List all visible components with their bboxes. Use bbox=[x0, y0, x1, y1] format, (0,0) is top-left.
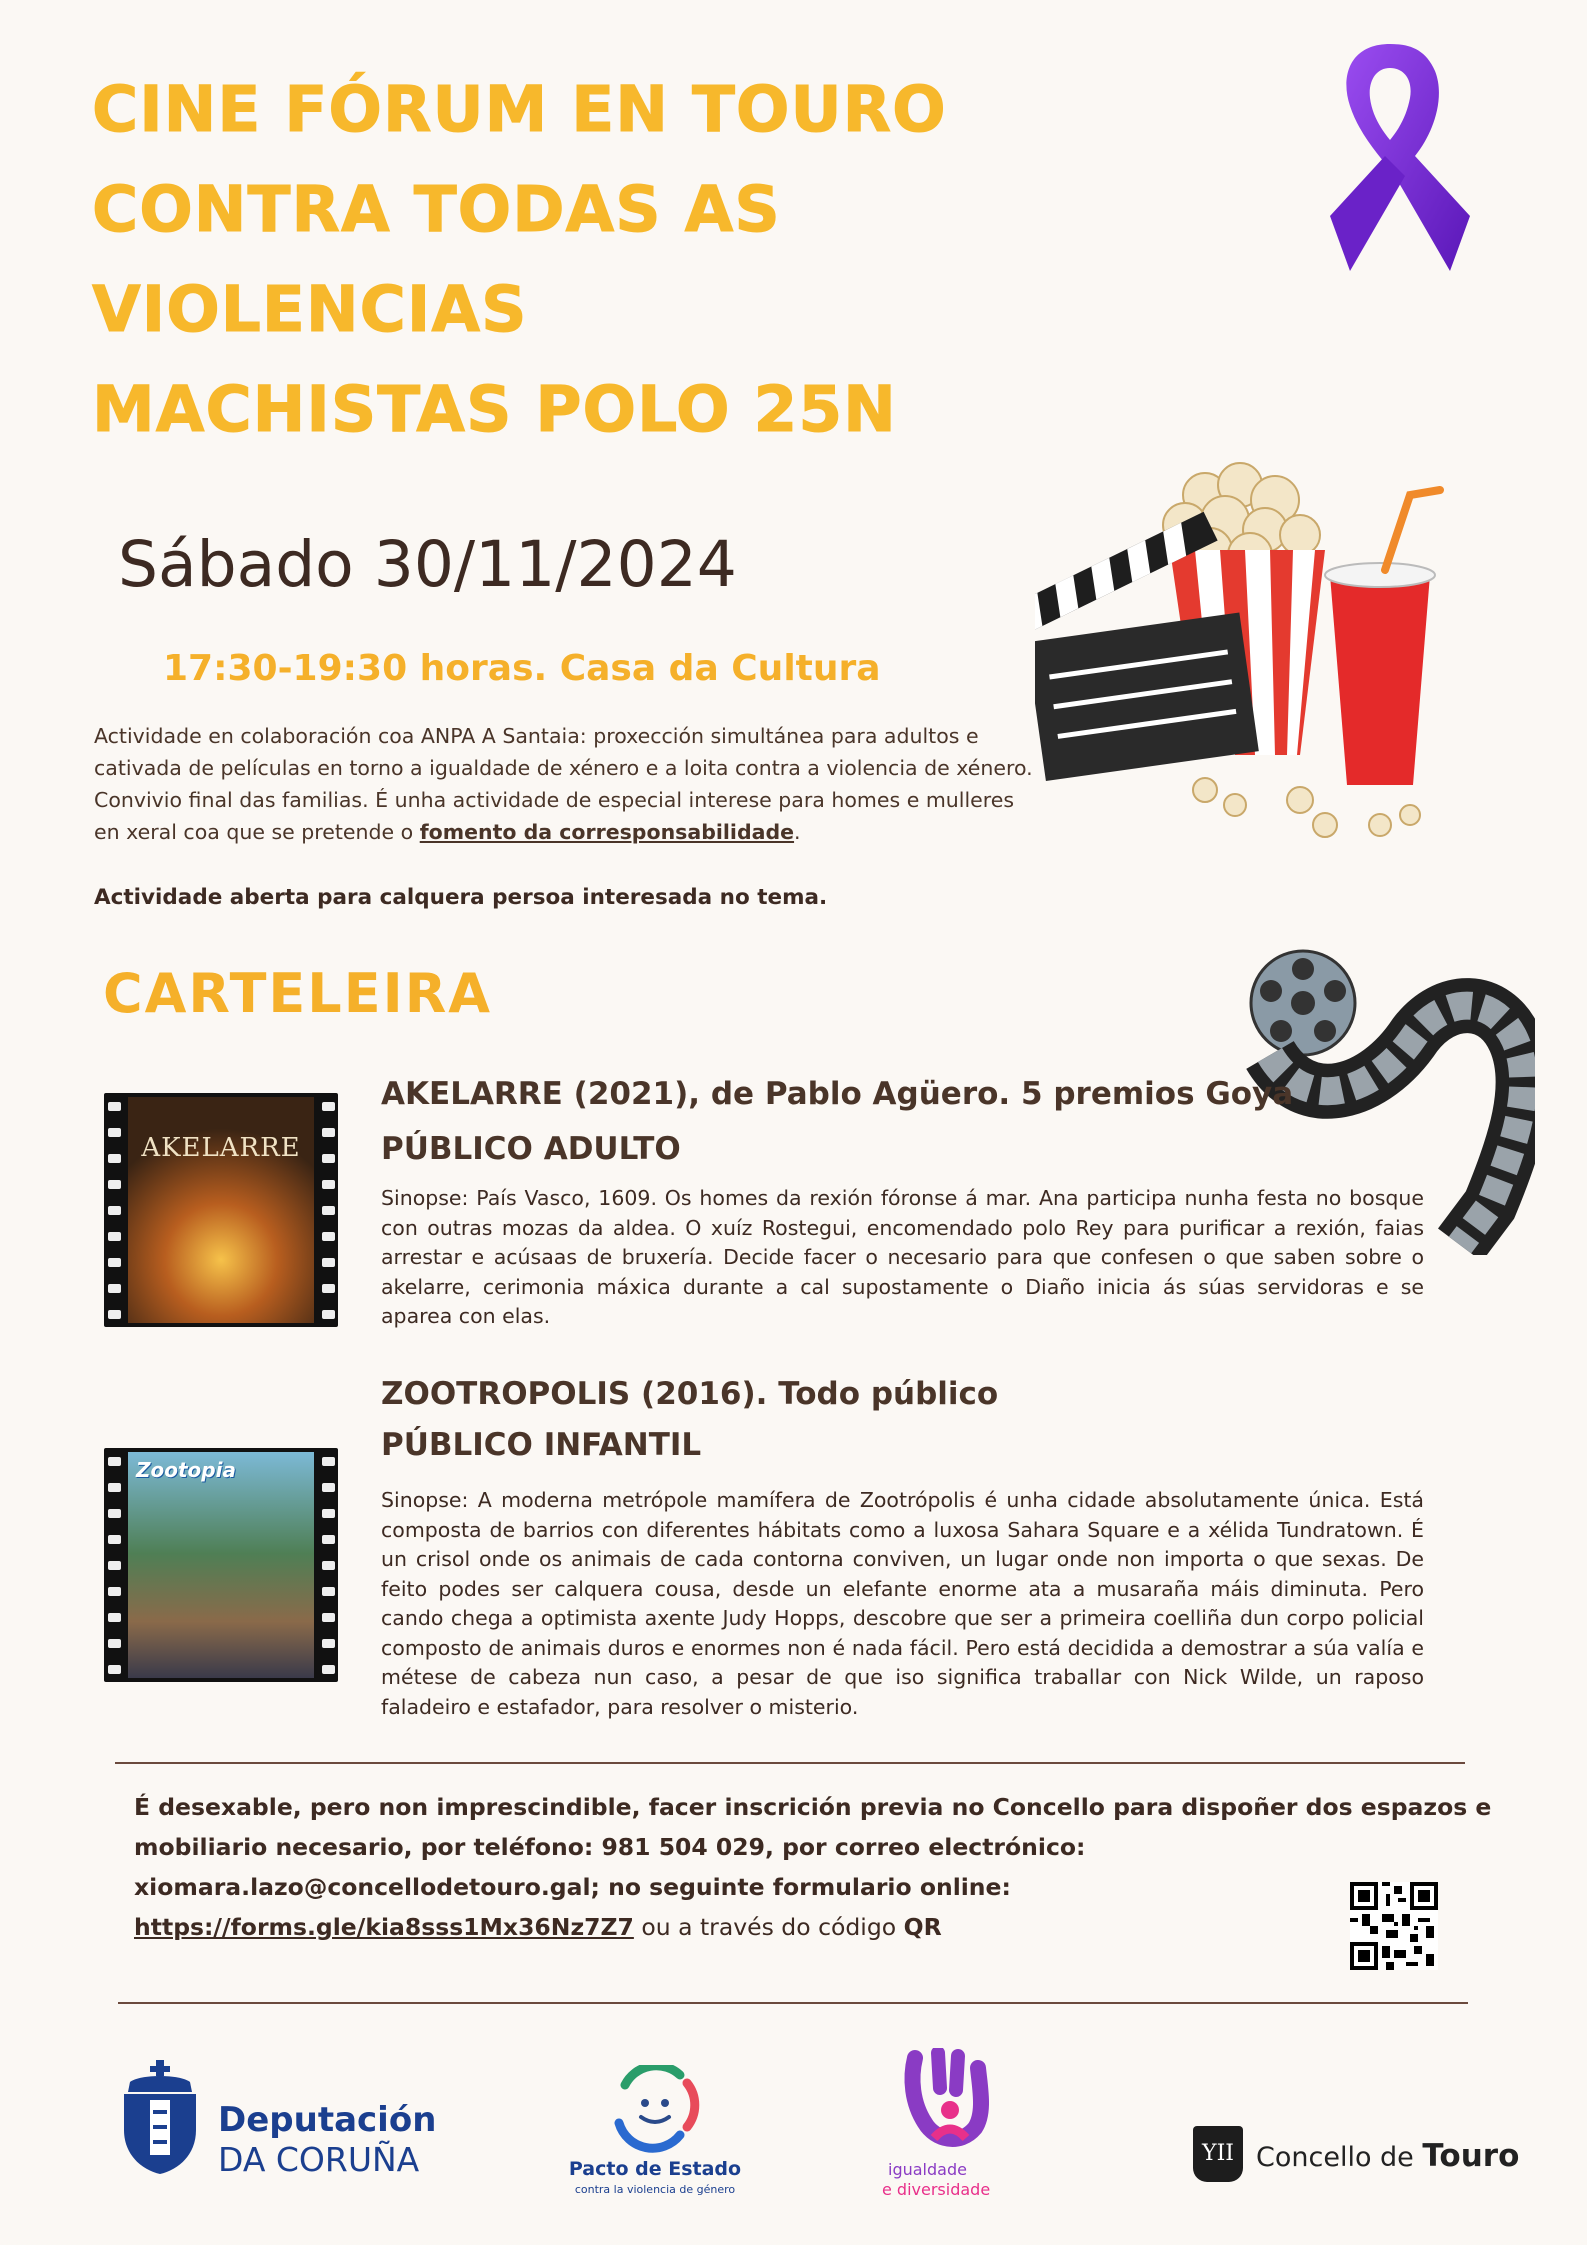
intro-text: Actividade en colaboración coa ANPA A Santaia: proxección simultánea para adultos e cativada de películas en torno a igualdade de xénero e a loita contra a violencia de xénero. Convivio final das familias. É unha actividade de especial interese para homes e mulleres en xeral coa que se pretende o bbox=[94, 724, 1033, 844]
title-line-2: CONTRA TODAS AS bbox=[92, 173, 781, 246]
pacto-title: Pacto de Estado bbox=[568, 2158, 742, 2180]
form-link[interactable]: https://forms.gle/kia8sss1Mx36Nz7Z7 bbox=[134, 1913, 634, 1941]
diversidade-text: e diversidade bbox=[882, 2180, 991, 2199]
qr-code-icon[interactable] bbox=[1350, 1882, 1438, 1970]
film-1-audience: PÚBLICO ADULTO bbox=[381, 1131, 681, 1167]
registration-text-2: ou a través do código bbox=[633, 1913, 904, 1941]
film-2-synopsis: Sinopse: A moderna metrópole mamífera de Zootrópolis é unha cidade absolutamente única. Está composta de barrios con diferentes hábitats como a luxosa Sahara Square e a xélida Tundratown. É un crisol onde os animais de cada contorna conviven, un lugar onde non importa o que sexas. De feito podes ser calquera cousa, desde un elefante enorme ata a musaraña máis diminuta. Pero cando chega a optimista axente Judy Hopps, descobre que ser a primeira coelliña dun corpo policial composto de animais duros e enormes non é nada fácil. Pero está decidida a demostrar a súa valía e métese de cabeza nun caso, a pesar de que iso significa traballar con Nick Wilde, un raposo faladeiro e estafador, para resolver o misterio. bbox=[381, 1488, 1424, 1719]
carteleira-heading: CARTELEIRA bbox=[103, 962, 493, 1025]
akelarre-poster-title: AKELARRE bbox=[141, 1133, 301, 1163]
touro-emblem-icon: YII bbox=[1193, 2126, 1243, 2182]
open-activity-note: Actividade aberta para calquera persoa interesada no tema. bbox=[94, 885, 828, 910]
corresponsabilidade-link[interactable]: fomento da corresponsabilidade bbox=[419, 820, 795, 844]
film-2-title: ZOOTROPOLIS (2016). Todo público bbox=[381, 1376, 999, 1412]
title-line-1: CINE FÓRUM EN TOURO bbox=[92, 73, 947, 146]
purple-ribbon-icon bbox=[1310, 36, 1470, 276]
akelarre-poster bbox=[104, 1093, 338, 1327]
film-2-audience: PÚBLICO INFANTIL bbox=[381, 1427, 702, 1463]
intro-end: . bbox=[794, 820, 801, 844]
igualdade-hand-logo-icon bbox=[900, 2048, 990, 2158]
title-line-4: MACHISTAS POLO 25N bbox=[92, 373, 897, 446]
registration-text: É desexable, pero non imprescindible, facer inscrición previa no Concello para dispoñer dos espazos e mobiliario necesario, por teléfono: 981 504 029, por correo electrónico: xiomara.lazo@concellodetouro.gal; no seguinte formulario online: bbox=[134, 1793, 1492, 1901]
zootopia-poster-title: Zootopia bbox=[136, 1458, 236, 1482]
film-1-synopsis: Sinopse: País Vasco, 1609. Os homes da rexión fóronse á mar. Ana participa nunha festa no bosque con outras mozas da aldea. O xuíz Rostegui, encomendado polo Rey para purificar a rexión, faias arrestar e acúsaas de bruxería. Decide facer o necesario para que confesen o que saben sobre o akelarre, cerimonia máxica durante a cal supostamente o Diaño inicia ás súas servidoras e se aparea con elas. bbox=[381, 1186, 1424, 1328]
divider-top bbox=[115, 1762, 1465, 1764]
igualdade-text: igualdade bbox=[888, 2160, 967, 2179]
touro-label: Touro bbox=[1422, 2138, 1520, 2174]
cinema-popcorn-illustration bbox=[1035, 455, 1455, 850]
deputacion-name: Deputación bbox=[218, 2100, 437, 2140]
title-line-3: VIOLENCIAS bbox=[92, 273, 528, 346]
event-date: Sábado 30/11/2024 bbox=[118, 528, 737, 601]
concello-label: Concello de bbox=[1256, 2142, 1423, 2173]
registration-qr-label: QR bbox=[903, 1913, 942, 1941]
zootopia-poster bbox=[104, 1448, 338, 1682]
divider-bottom bbox=[118, 2002, 1468, 2004]
registration-info bbox=[134, 1787, 1514, 1947]
concello-text bbox=[1256, 2138, 1519, 2174]
pacto-subtitle: contra la violencia de género bbox=[574, 2183, 736, 2196]
poster-title bbox=[92, 60, 992, 460]
event-hours: 17:30-19:30 horas. Casa da Cultura bbox=[163, 648, 881, 689]
deputacion-subname: DA CORUÑA bbox=[218, 2140, 420, 2179]
deputacion-coat-of-arms-icon bbox=[120, 2060, 200, 2175]
pacto-de-estado-logo-icon bbox=[605, 2065, 705, 2155]
film-1-title: AKELARRE (2021), de Pablo Agüero. 5 premios Goya bbox=[381, 1076, 1294, 1112]
event-description bbox=[94, 720, 1034, 848]
